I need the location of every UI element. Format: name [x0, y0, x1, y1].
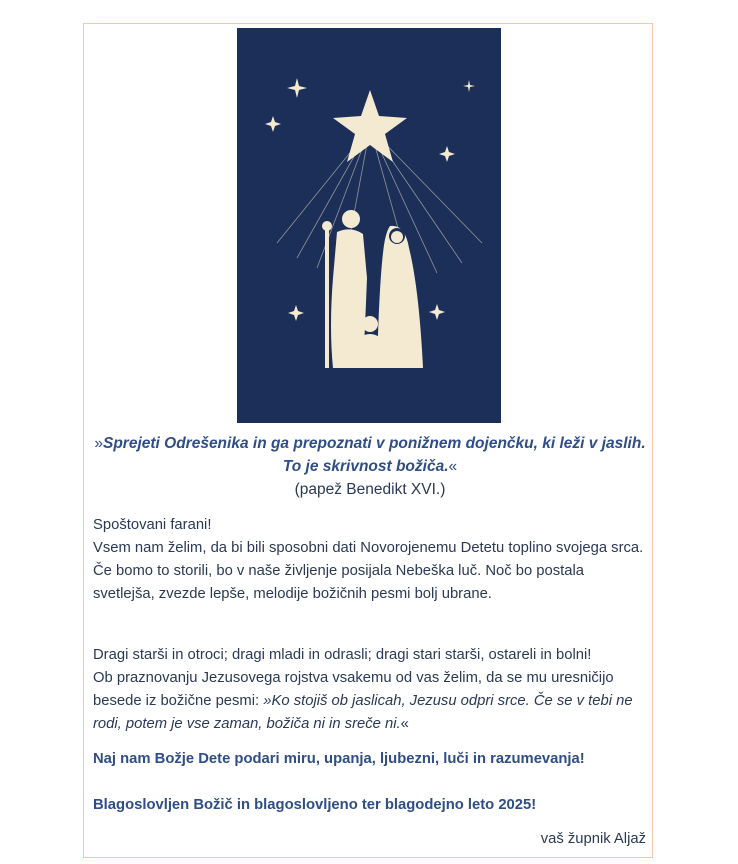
- song-quote: »Ko stojiš ob jaslicah, Jezusu odpri srce. Če se v tebi ne rodi, potem je vse zaman, božiča ni in sreče ni.: [93, 693, 633, 732]
- paragraph-4: [93, 667, 648, 736]
- opening-quote: [90, 432, 650, 501]
- quote-line-1: Sprejeti Odrešenika in ga prepoznati v ponižnem dojenčku, ki leži v jaslih.: [102, 435, 646, 452]
- nativity-illustration: [237, 28, 501, 423]
- greeting: Spoštovani farani!: [93, 517, 212, 533]
- quote-attribution: (papež Benedikt XVI.): [294, 481, 446, 498]
- signature: vaš župnik Aljaž: [540, 831, 646, 847]
- wish-1: Naj nam Božje Dete podari miru, upanja, ljubezni, luči in razumevanja!: [93, 751, 585, 767]
- letter-body-2: [93, 644, 648, 736]
- quote-close-mark: «: [448, 458, 458, 475]
- paragraph-3: Dragi starši in otroci; dragi mladi in odrasli; dragi stari starši, ostareli in bolni!: [93, 647, 592, 663]
- paragraph-1: Vsem nam želim, da bi bili sposobni dati Novorojenemu Detetu toplino svojega srca.: [93, 540, 644, 556]
- paragraph-2: Če bomo to storili, bo v naše življenje posijala Nebeška luč. Noč bo postala svetlejša, zvezde lepše, melodije božičnih pesmi bolj ubrane.: [93, 563, 585, 602]
- quote-open-mark: »: [94, 435, 103, 452]
- letter-body-1: [93, 514, 648, 606]
- nativity-star-icon: [237, 28, 501, 423]
- song-quote-close: «: [400, 716, 409, 732]
- paragraph-4-text: Ob praznovanju Jezusovega rojstva vsakemu od vas želim, da se mu uresničijo besede iz božične pesmi:: [93, 670, 614, 709]
- wish-2: Blagoslovljen Božič in blagoslovljeno ter blagodejno leto 2025!: [93, 797, 537, 813]
- quote-line-2: To je skrivnost božiča.: [282, 458, 449, 475]
